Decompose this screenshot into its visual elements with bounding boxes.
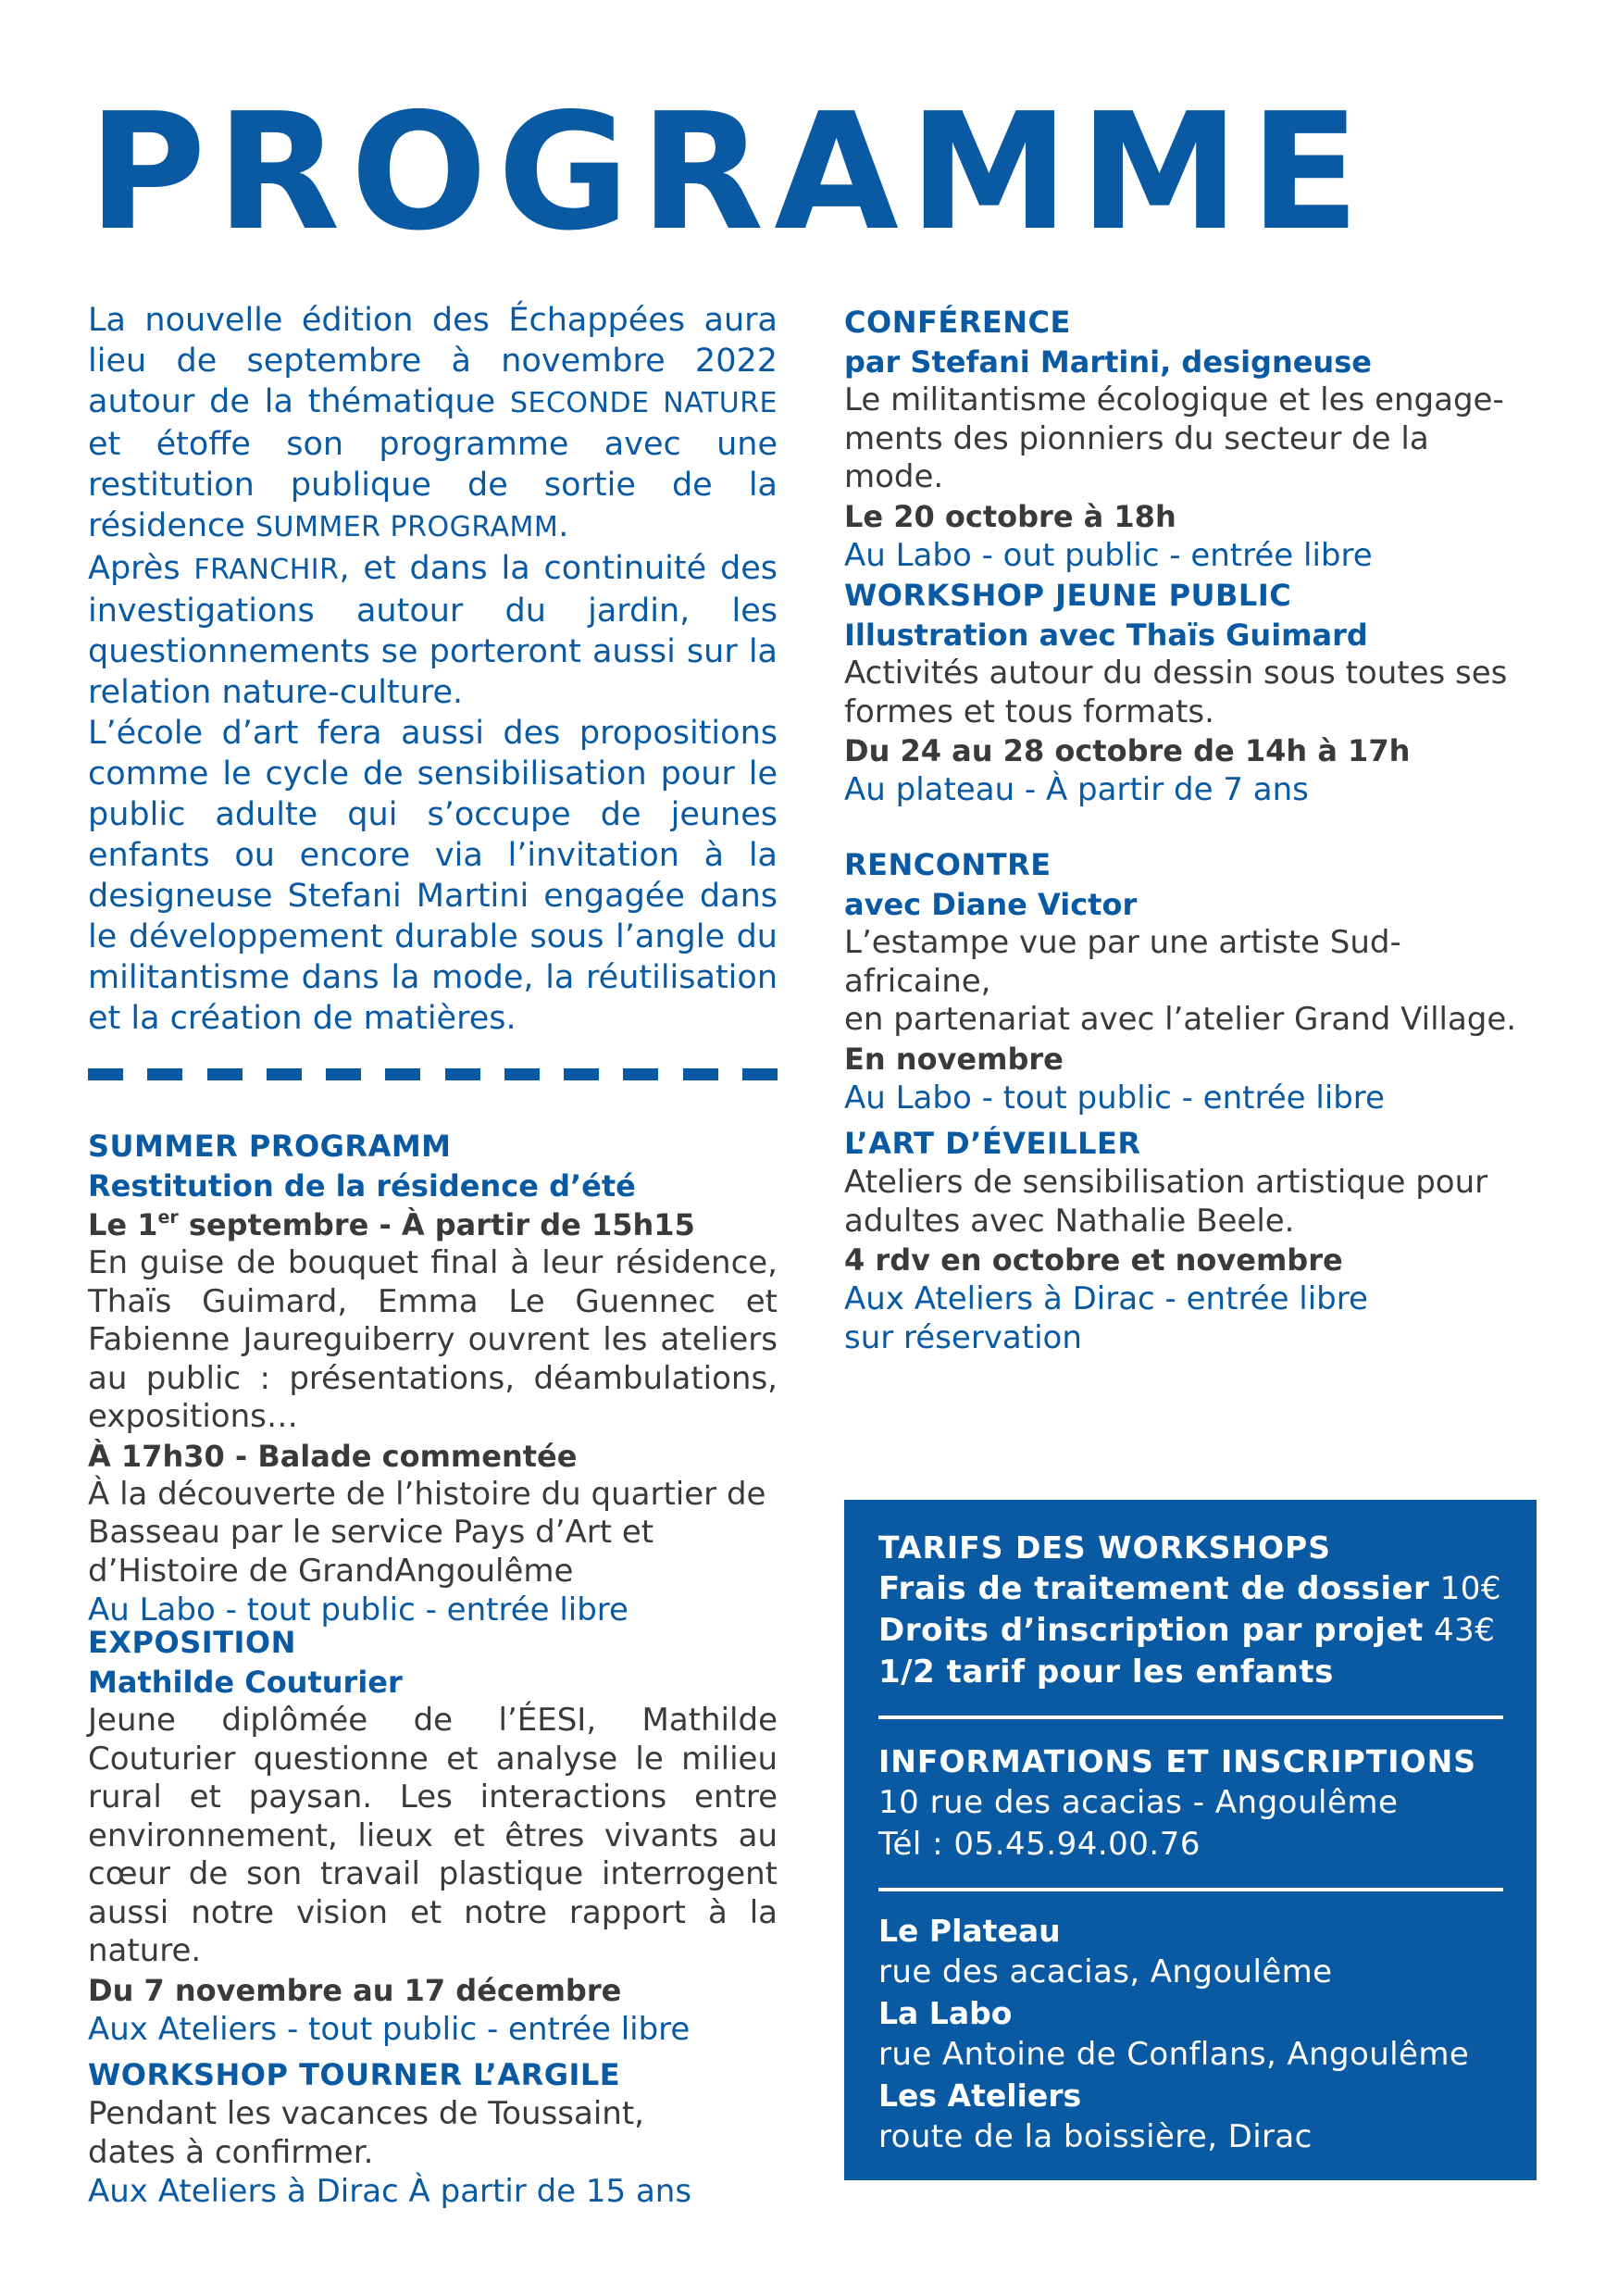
- event-heading: L’ART D’ÉVEILLER: [844, 1126, 1141, 1161]
- event-heading: EXPOSITION: [88, 1625, 296, 1660]
- box-divider: [878, 1716, 1503, 1719]
- event-rencontre: [844, 845, 1534, 1117]
- event-location: Au Labo - tout public - entrée libre: [88, 1591, 629, 1628]
- event-location: Au Labo - out public - entrée libre: [844, 536, 1373, 574]
- event-description-line: dates à confirmer.: [88, 2133, 374, 2171]
- event-summer-programm: [88, 1127, 778, 1629]
- event-description-line: formes et tous formats.: [844, 693, 1214, 730]
- event-description: Jeune diplômée de l’ÉESI, Mathilde Couturier questionne et analyse le milieu rural et paysan. Les interactions entre environnement, lieux et êtres vivants au cœur de son travail plastique interrogent aussi notre vision et notre rapport à la nature.: [88, 1702, 778, 1969]
- event-date: Du 24 au 28 octobre de 14h à 17h: [844, 733, 1411, 768]
- intro-paragraph-1: La nouvelle édition des Échappées aura lieu de septembre à novembre 2022 autour de la thématique SECONDE NATURE et étoffe son programme avec une restitution publique de sortie de la résidence SUMMER PROGRAMM.: [88, 302, 778, 544]
- page-title: PROGRAMME: [88, 79, 1371, 267]
- event-description-line: Le militantisme écologique et les engage-: [844, 381, 1504, 418]
- event-location: Aux Ateliers - tout public - entrée libre: [88, 2010, 691, 2048]
- event-description-line: adultes avec Nathalie Beele.: [844, 1202, 1295, 1240]
- info-heading: INFORMATIONS ET INSCRIPTIONS: [878, 1743, 1476, 1779]
- event-heading: CONFÉRENCE: [844, 305, 1071, 340]
- intro-text: [88, 300, 778, 1039]
- event-conference: [844, 303, 1534, 575]
- event-subtitle: Mathilde Couturier: [88, 1665, 403, 1700]
- event-location: Aux Ateliers à Dirac À partir de 15 ans: [88, 2173, 692, 2210]
- event-description: En guise de bouquet final à leur résidence, Thaïs Guimard, Emma Le Guennec et Fabienne Jaureguiberry ouvrent les ateliers au public : présentations, déambulations, expositions…: [88, 1244, 778, 1435]
- tarif-line: Droits d’inscription par projet 43€: [878, 1612, 1496, 1649]
- info-box: [844, 1500, 1537, 2180]
- divider-dash: [564, 1068, 599, 1080]
- event-description-line: L’estampe vue par une artiste Sud-africaine,: [844, 924, 1401, 1000]
- event-location: Au Labo - tout public - entrée libre: [844, 1079, 1385, 1117]
- divider-dash: [683, 1068, 718, 1080]
- event-description-line: ments des pionniers du secteur de la mode.: [844, 419, 1429, 495]
- event-location: Au plateau - À partir de 7 ans: [844, 771, 1309, 808]
- event-date: Le 20 octobre à 18h: [844, 498, 1176, 534]
- divider-dash: [207, 1068, 243, 1080]
- event-heading: RENCONTRE: [844, 847, 1052, 882]
- event-subtitle: par Stefani Martini, designeuse: [844, 344, 1372, 380]
- event-subtitle: avec Diane Victor: [844, 887, 1138, 922]
- place-name: La Labo: [878, 1995, 1013, 2031]
- event-location: Aux Ateliers à Dirac - entrée libre: [844, 1280, 1368, 1317]
- event-workshop-argile: [88, 2055, 778, 2211]
- event-date: Du 7 novembre au 17 décembre: [88, 1972, 622, 2008]
- event-date: Le 1er septembre - À partir de 15h15: [88, 1207, 695, 1242]
- intro-paragraph-3: L’école d’art fera aussi des propositions comme le cycle de sensibilisation pour le public adulte qui s’occupe de jeunes enfants ou encore via l’invitation à la designeuse Stefani Martini engagée dans le développement durable sous l’angle du militantisme dans la mode, la réutilisation et la création de matières.: [88, 715, 778, 1037]
- event-location-note: sur réservation: [844, 1319, 1082, 1356]
- residence-name: SUMMER PROGRAMM: [255, 511, 559, 543]
- event-heading: WORKSHOP JEUNE PUBLIC: [844, 578, 1292, 613]
- place-address: route de la boissière, Dirac: [878, 2118, 1313, 2155]
- box-divider: [878, 1888, 1503, 1891]
- place-name: Le Plateau: [878, 1913, 1061, 1949]
- divider-dash: [147, 1068, 182, 1080]
- event-heading: SUMMER PROGRAMM: [88, 1129, 452, 1164]
- event-secondary-date: À 17h30 - Balade commentée: [88, 1438, 578, 1474]
- event-heading: WORKSHOP TOURNER L’ARGILE: [88, 2057, 621, 2092]
- event-subtitle: Restitution de la résidence d’été: [88, 1168, 636, 1204]
- divider-dash: [504, 1068, 540, 1080]
- info-phone: Tél : 05.45.94.00.76: [878, 1826, 1201, 1863]
- place-list: [878, 1910, 1503, 2157]
- dashed-divider: [88, 1068, 778, 1080]
- event-art-eveiller: [844, 1124, 1534, 1357]
- tarifs-heading: TARIFS DES WORKSHOPS: [878, 1529, 1331, 1566]
- event-date: 4 rdv en octobre et novembre: [844, 1242, 1343, 1278]
- intro-paragraph-2: Après FRANCHIR, et dans la continuité des investigations autour du jardin, les questionnements se porteront aussi sur la relation nature-culture.: [88, 550, 778, 711]
- divider-dash: [742, 1068, 778, 1080]
- theme-name: SECONDE NATURE: [509, 387, 778, 419]
- tarif-line: Frais de traitement de dossier 10€: [878, 1570, 1502, 1607]
- previous-edition-name: FRANCHIR: [193, 554, 340, 586]
- divider-dash: [445, 1068, 480, 1080]
- place-address: rue Antoine de Conflans, Angoulême: [878, 2036, 1470, 2073]
- divider-dash: [267, 1068, 302, 1080]
- tarif-line: 1/2 tarif pour les enfants: [878, 1653, 1334, 1691]
- divider-dash: [623, 1068, 658, 1080]
- divider-dash: [326, 1068, 361, 1080]
- divider-dash: [385, 1068, 420, 1080]
- info-address: 10 rue des acacias - Angoulême: [878, 1784, 1399, 1821]
- divider-dash: [88, 1068, 123, 1080]
- event-subtitle: Illustration avec Thaïs Guimard: [844, 618, 1368, 653]
- event-secondary-description: À la découverte de l’histoire du quartier de Basseau par le service Pays d’Art et d’Histoire de GrandAngoulême: [88, 1475, 766, 1590]
- place-name: Les Ateliers: [878, 2078, 1082, 2114]
- event-date: En novembre: [844, 1041, 1064, 1077]
- event-description-line: Activités autour du dessin sous toutes ses: [844, 655, 1508, 692]
- place-address: rue des acacias, Angoulême: [878, 1953, 1333, 1990]
- event-description-line: Ateliers de sensibilisation artistique pour: [844, 1164, 1488, 1201]
- event-exposition: [88, 1623, 778, 2049]
- event-description-line: en partenariat avec l’atelier Grand Village.: [844, 1001, 1517, 1038]
- event-description-line: Pendant les vacances de Toussaint,: [88, 2095, 644, 2132]
- event-workshop-jeune-public: [844, 576, 1534, 809]
